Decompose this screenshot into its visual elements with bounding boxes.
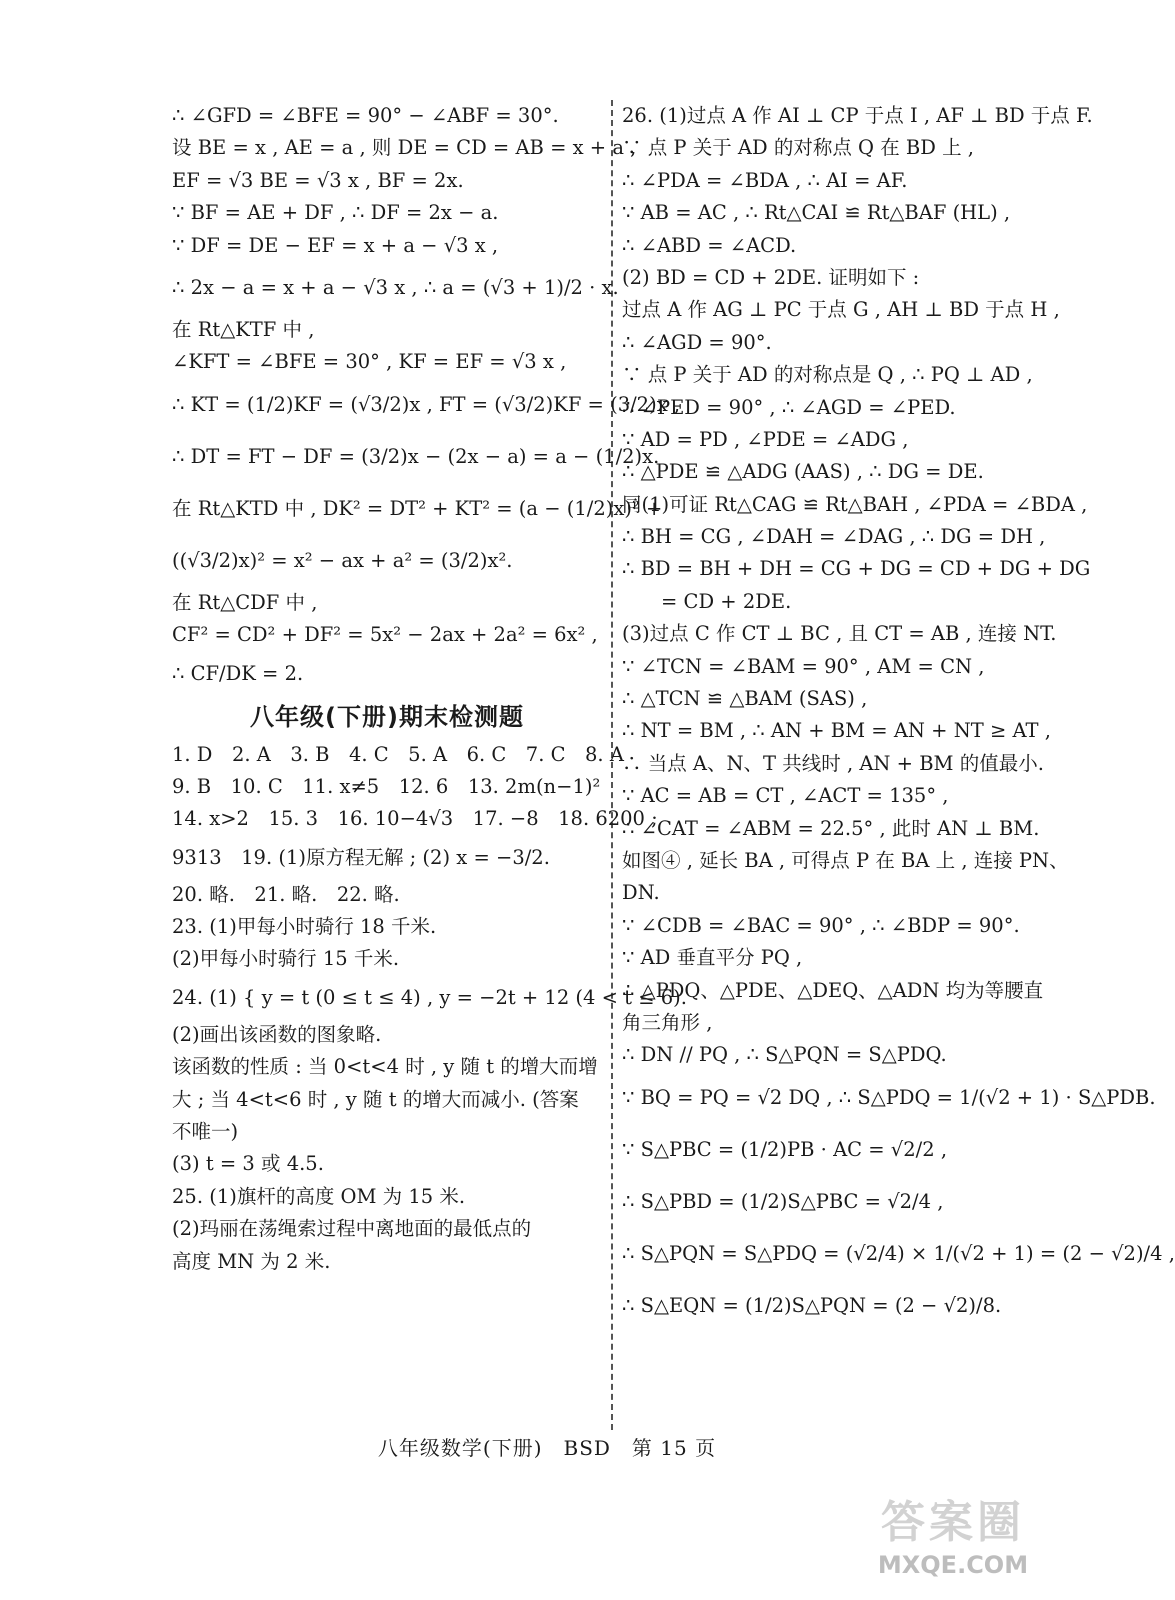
text-line: ∴ △PDQ、△PDE、△DEQ、△ADN 均为等腰直	[622, 978, 1044, 1002]
text-line: EF = √3 BE = √3 x , BF = 2x.	[172, 168, 464, 192]
text-line: ∴ BD = BH + DH = CG + DG = CD + DG + DG	[622, 557, 1091, 581]
text-line: 9313 19. (1)原方程无解 ; (2) x = −3/2.	[172, 845, 550, 869]
text-line: (2)甲每小时骑行 15 千米.	[172, 947, 400, 971]
text-line: 在 Rt△KTD 中 , DK² = DT² + KT² = (a − (1/2)x)² +	[172, 496, 663, 520]
text-line: ∵ DF = DE − EF = x + a − √3 x ,	[172, 233, 499, 257]
text-line: 在 Rt△CDF 中 ,	[172, 590, 318, 614]
text-line: 14. x>2 15. 3 16. 10−4√3 17. −8 18. 6200 ;	[172, 807, 658, 831]
text-line: ∴ BH = CG , ∠DAH = ∠DAG , ∴ DG = DH ,	[622, 525, 1046, 549]
text-line: ∵ BF = AE + DF , ∴ DF = 2x − a.	[172, 201, 499, 225]
text-line: ∴ 2x − a = x + a − √3 x , ∴ a = (√3 + 1)/2 · x.	[172, 275, 619, 299]
text-line: ∵ AD 垂直平分 PQ ,	[622, 946, 803, 970]
section-title: 八年级(下册)期末检测题	[250, 702, 524, 731]
text-line: ∴ 当点 A、N、T 共线时 , AN + BM 的值最小.	[622, 751, 1044, 775]
text-line: ∵ S△PBC = (1/2)PB · AC = √2/2 ,	[622, 1137, 948, 1161]
text-line: 26. (1)过点 A 作 AI ⊥ CP 于点 I , AF ⊥ BD 于点 F.	[622, 104, 1093, 127]
text-line: ∴ ∠ABD = ∠ACD.	[622, 233, 797, 257]
watermark	[838, 1495, 1068, 1595]
text-line: 如图④ , 延长 BA , 可得点 P 在 BA 上 , 连接 PN、	[622, 848, 1069, 872]
text-line: 25. (1)旗杆的高度 OM 为 15 米.	[172, 1184, 466, 1208]
text-line: (3)过点 C 作 CT ⊥ BC , 且 CT = AB , 连接 NT.	[622, 622, 1057, 646]
text-line: ∴ CF/DK = 2.	[172, 661, 304, 685]
text-line: ∴ DT = FT − DF = (3/2)x − (2x − a) = a − (1/2)x.	[172, 444, 660, 468]
text-line: ∴ ∠CAT = ∠ABM = 22.5° , 此时 AN ⊥ BM.	[622, 816, 1040, 840]
text-line: ∴ ∠PED = 90° , ∴ ∠AGD = ∠PED.	[622, 395, 956, 419]
text-line: DN.	[622, 881, 660, 905]
text-line: 1. D 2. A 3. B 4. C 5. A 6. C 7. C 8. A	[172, 742, 624, 766]
text-line: ∴ KT = (1/2)KF = (√3/2)x , FT = (√3/2)KF = (3/2)x ,	[172, 392, 681, 416]
text-line: ∴ S△PBD = (1/2)S△PBC = √2/4 ,	[622, 1189, 944, 1213]
text-line: ∵ 点 P 关于 AD 的对称点 Q 在 BD 上 ,	[622, 136, 974, 160]
text-line: ∵ BQ = PQ = √2 DQ , ∴ S△PDQ = 1/(√2 + 1) · S△PDB.	[622, 1085, 1156, 1109]
text-line: ∴ ∠PDA = ∠BDA , ∴ AI = AF.	[622, 168, 908, 192]
text-line: 设 BE = x , AE = a , 则 DE = CD = AB = x + a ,	[172, 136, 637, 160]
text-line: 同(1)可证 Rt△CAG ≌ Rt△BAH , ∠PDA = ∠BDA ,	[622, 492, 1088, 516]
text-line: 24. (1) { y = t (0 ≤ t ≤ 4) , y = −2t + 12 (4 < t ≤ 6).	[172, 985, 687, 1009]
text-line: 9. B 10. C 11. x≠5 12. 6 13. 2m(n−1)²	[172, 774, 601, 798]
text-line: ∴ S△PQN = S△PDQ = (√2/4) × 1/(√2 + 1) = (2 − √2)/4 ,	[622, 1241, 1175, 1265]
text-line: 在 Rt△KTF 中 ,	[172, 317, 315, 341]
text-line: 23. (1)甲每小时骑行 18 千米.	[172, 915, 437, 939]
watermark-url: MXQE.COM	[877, 1551, 1029, 1579]
text-line: 高度 MN 为 2 米.	[172, 1249, 331, 1273]
text-line: ∠KFT = ∠BFE = 30° , KF = EF = √3 x ,	[172, 350, 567, 374]
text-line: CF² = CD² + DF² = 5x² − 2ax + 2a² = 6x² ,	[172, 623, 598, 647]
text-line: = CD + 2DE.	[622, 589, 792, 613]
text-line: ∴ △TCN ≌ △BAM (SAS) ,	[622, 687, 868, 711]
text-line: ∵ AC = AB = CT , ∠ACT = 135° ,	[622, 784, 949, 808]
right-column	[622, 100, 1175, 1332]
text-line: ∴ ∠GFD = ∠BFE = 90° − ∠ABF = 30°.	[172, 104, 559, 127]
watermark-logo: 答案圈	[881, 1497, 1025, 1548]
text-line: ∴ S△EQN = (1/2)S△PQN = (2 − √2)/8.	[622, 1293, 1002, 1317]
text-line: ∵ 点 P 关于 AD 的对称点是 Q , ∴ PQ ⊥ AD ,	[622, 363, 1033, 387]
page-footer: 八年级数学(下册) BSD 第 15 页	[377, 1436, 717, 1460]
text-line: 角三角形 ,	[622, 1010, 713, 1034]
text-line: 不唯一)	[172, 1120, 239, 1144]
text-line: 大 ; 当 4<t<6 时 , y 随 t 的增大而减小. (答案	[172, 1087, 579, 1111]
text-line: ∵ ∠CDB = ∠BAC = 90° , ∴ ∠BDP = 90°.	[622, 913, 1020, 937]
text-line: ∵ AD = PD , ∠PDE = ∠ADG ,	[622, 427, 909, 451]
text-line: 20. 略. 21. 略. 22. 略.	[172, 882, 400, 906]
text-line: 过点 A 作 AG ⊥ PC 于点 G , AH ⊥ BD 于点 H ,	[622, 298, 1060, 322]
text-line: (2)玛丽在荡绳索过程中离地面的最低点的	[172, 1217, 532, 1241]
text-line: (2) BD = CD + 2DE. 证明如下 :	[622, 265, 920, 289]
text-line: ∵ AB = AC , ∴ Rt△CAI ≌ Rt△BAF (HL) ,	[622, 201, 1011, 225]
text-line: ((√3/2)x)² = x² − ax + a² = (3/2)x².	[172, 548, 513, 572]
text-line: ∴ △PDE ≌ △ADG (AAS) , ∴ DG = DE.	[622, 460, 984, 484]
text-line: (2)画出该函数的图象略.	[172, 1022, 382, 1046]
text-line: 该函数的性质 : 当 0<t<4 时 , y 随 t 的增大而增	[172, 1055, 598, 1079]
text-line: ∴ DN // PQ , ∴ S△PQN = S△PDQ.	[622, 1043, 947, 1067]
text-line: (3) t = 3 或 4.5.	[172, 1152, 324, 1176]
text-line: ∵ ∠TCN = ∠BAM = 90° , AM = CN ,	[622, 654, 985, 678]
text-line: ∴ NT = BM , ∴ AN + BM = AN + NT ≥ AT ,	[622, 719, 1051, 743]
text-line: ∴ ∠AGD = 90°.	[622, 330, 772, 354]
